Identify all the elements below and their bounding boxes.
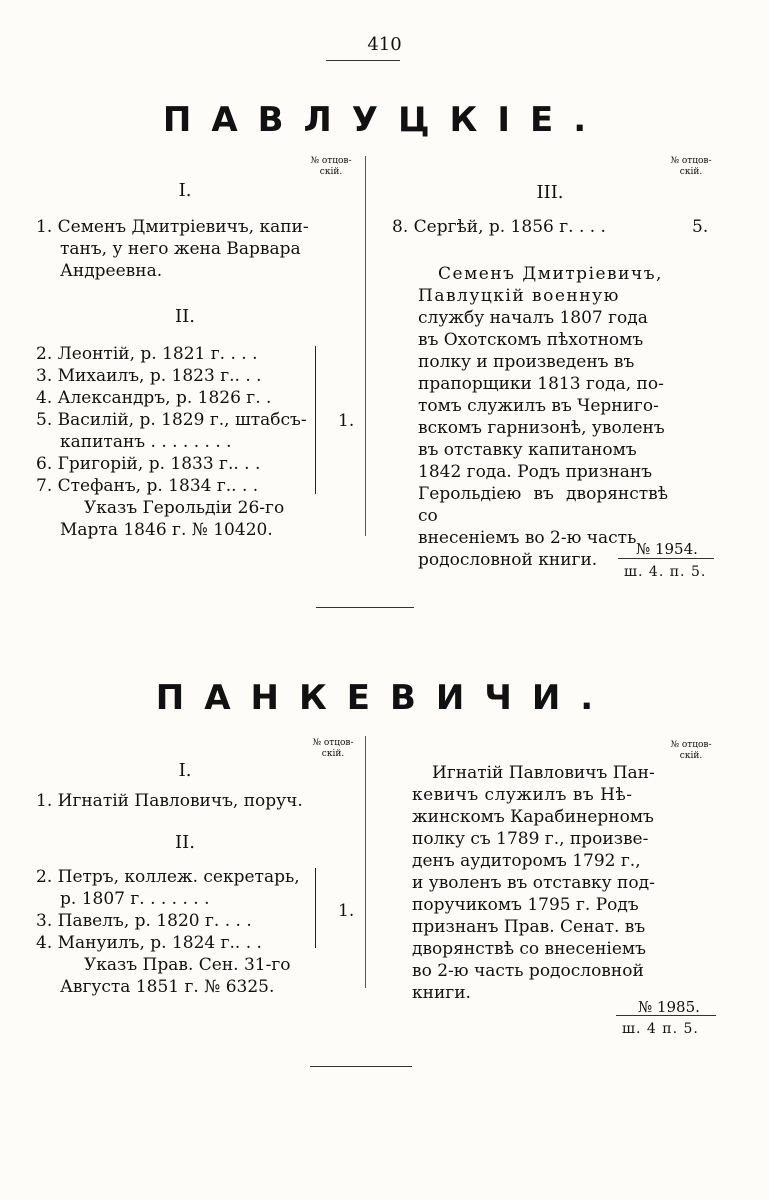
record-number: № 1985. — [638, 998, 700, 1016]
entry-line: 4. Мануилъ, р. 1824 г.. . . — [36, 933, 262, 953]
decree-line: Указъ Прав. Сен. 31-го — [84, 955, 291, 975]
entry-line: 4. Александръ, р. 1826 г. . — [36, 388, 272, 408]
decree-line: Марта 1846 г. № 10420. — [60, 520, 273, 540]
page-number-rule — [326, 60, 400, 61]
decree-line: Августа 1851 г. № 6325. — [60, 977, 275, 997]
record-rule — [616, 1015, 716, 1016]
entry-line: 2. Леонтій, р. 1821 г. . . . — [36, 344, 258, 364]
entry-line: 7. Стефанъ, р. 1834 г.. . . — [36, 476, 259, 496]
father-note-left: № отцов- скій. — [310, 156, 352, 177]
record-rule — [618, 558, 714, 559]
record-number: № 1954. — [636, 540, 698, 558]
sibling-bracket — [315, 868, 316, 948]
column-separator — [365, 156, 366, 536]
decree-line: Указъ Герольдіи 26-го — [84, 498, 285, 518]
entry-line: 3. Михаилъ, р. 1823 г.. . . — [36, 366, 262, 386]
father-number: 5. — [692, 217, 709, 237]
entry-line: 1. Семенъ Дмитріевичъ, капи- — [36, 217, 309, 237]
generation-2-entries — [36, 343, 307, 541]
biography-pankevichi: Игнатій Павловичъ Пан- кевичъ служилъ въ Нѣ- жинскомъ Карабинерномъ полку съ 1789 г., произве- денъ аудиторомъ 1792 г., и уволенъ въ отставку под- поручикомъ 1795 г. Родъ признанъ Прав. Сенат. въ дворянствѣ со внесеніемъ во 2-ю часть родословной книги. — [412, 763, 655, 1003]
father-note-right: № отцов- скій. — [670, 156, 712, 177]
column-separator — [365, 736, 366, 988]
entry-line: капитанъ . . . . . . . . — [60, 432, 232, 452]
generation-2-entries — [36, 866, 300, 998]
entry-line: 6. Григорій, р. 1833 г.. . . — [36, 454, 261, 474]
entry-line: 3. Павелъ, р. 1820 г. . . . — [36, 911, 252, 931]
entry-line: р. 1807 г. . . . . . . — [60, 889, 210, 909]
generation-heading-2: II. — [175, 832, 195, 853]
page-number: 410 — [367, 34, 402, 55]
father-number: 1. — [338, 901, 355, 921]
generation-heading-3: III. — [536, 182, 564, 203]
entry-line: 2. Петръ, коллеж. секретарь, — [36, 867, 300, 887]
generation-1-entries — [36, 216, 309, 282]
family-title-pavlutskie: ПАВЛУЦКІЕ. — [162, 100, 607, 140]
family-title-pankevichi: ПАНКЕВИЧИ. — [155, 678, 614, 718]
father-note-right: № отцов- скій. — [670, 740, 712, 761]
entry-line: 5. Василій, р. 1829 г., штабсъ- — [36, 410, 307, 430]
biography-pavlutskie: Семенъ Дмитріевичъ, Павлуцкій военную службу началъ 1807 года въ Охотскомъ пѣхотномъ полку и произведенъ въ прапорщики 1813 года, по- томъ служилъ въ Черниго- вскомъ гарнизонѣ, уволенъ въ отставку капитаномъ 1842 года. Родъ признанъ Герольдіею въ дворянствѣ со внесеніемъ во 2-ю часть родословной книги. — [418, 264, 668, 570]
father-number: 1. — [338, 411, 355, 431]
generation-heading-2: II. — [175, 306, 195, 327]
generation-heading-1: I. — [178, 180, 192, 201]
generation-heading-1: I. — [178, 760, 192, 781]
sibling-bracket — [315, 346, 316, 494]
entry-line: Андреевна. — [60, 261, 163, 281]
entry-line: 8. Сергѣй, р. 1856 г. . . . — [392, 217, 606, 237]
shelf-mark: ш. 4 п. 5. — [622, 1021, 699, 1037]
section-divider — [316, 607, 414, 608]
entry-line: танъ, у него жена Варвара — [60, 239, 301, 259]
entry-line: 1. Игнатій Павловичъ, поруч. — [36, 791, 303, 811]
section-divider — [310, 1066, 412, 1067]
shelf-mark: ш. 4. п. 5. — [624, 564, 707, 580]
father-note-left: № отцов- скій. — [312, 738, 354, 759]
